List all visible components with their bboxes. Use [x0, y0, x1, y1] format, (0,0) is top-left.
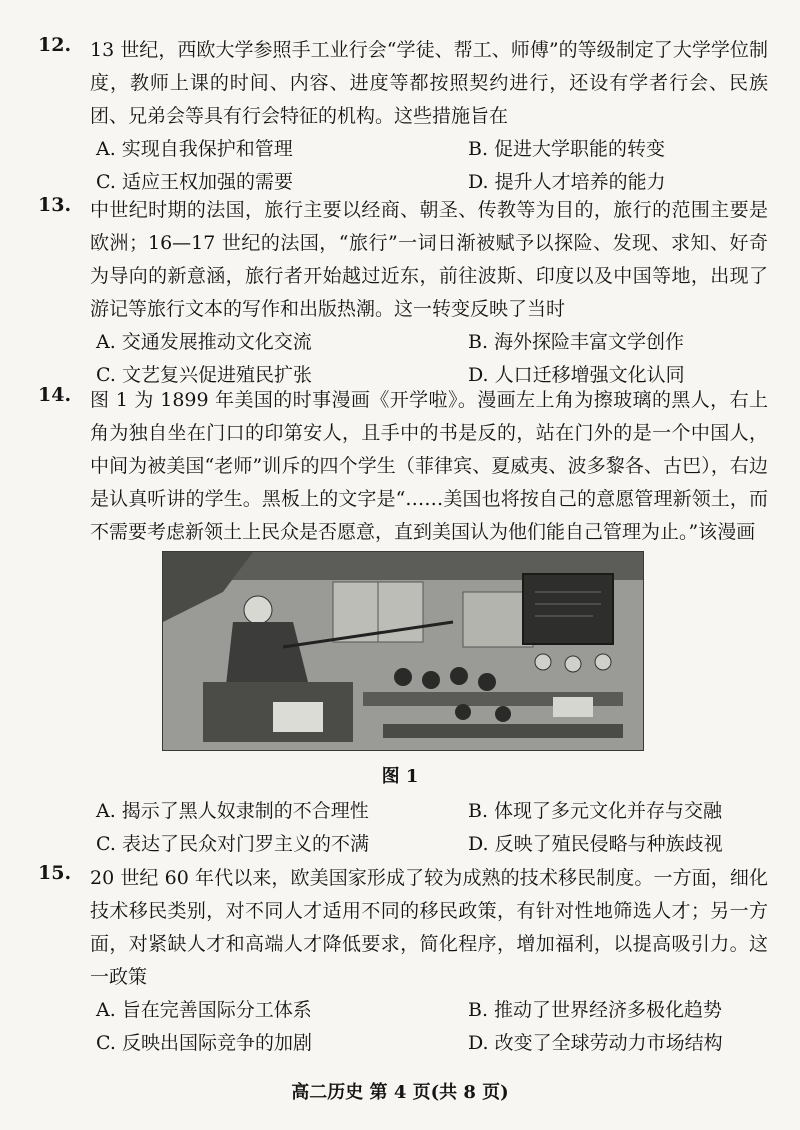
question-14-options [38, 795, 768, 861]
option-a: A. 实现自我保护和管理 [96, 138, 293, 160]
options [90, 795, 768, 861]
option-b: B. 促进大学职能的转变 [468, 138, 666, 160]
option-d: D. 人口迁移增强文化认同 [468, 364, 685, 386]
option-c: C. 文艺复兴促进殖民扩张 [96, 364, 312, 386]
question-12 [38, 34, 768, 199]
cartoon-illustration [163, 552, 643, 750]
question-14 [38, 384, 768, 549]
option-c: C. 表达了民众对门罗主义的不满 [96, 833, 369, 855]
question-stem: 图 1 为 1899 年美国的时事漫画《开学啦》。漫画左上角为擦玻璃的黑人，右上角为独自坐在门口的印第安人，且手中的书是反的，站在门外的是一个中国人，中间为被美国“老师”训斥的四个学生（菲律宾、夏威夷、波多黎各、古巴），右边是认真听讲的学生。黑板上的文字是“……美国也将按自己的意愿管理新领土，而不需要考虑新领土上民众是否愿意，直到美国认为他们能自己管理为止。”该漫画 [90, 389, 768, 543]
option-a: A. 揭示了黑人奴隶制的不合理性 [96, 800, 369, 822]
question-stem: 13 世纪，西欧大学参照手工业行会“学徒、帮工、师傅”的等级制定了大学学位制度，教师上课的时间、内容、进度等都按照契约进行，还设有学者行会、民族团、兄弟会等具有行会特征的机构。这些措施旨在 [90, 39, 768, 127]
page-footer: 高二历史 第 4 页(共 8 页) [291, 1082, 509, 1103]
option-d: D. 提升人才培养的能力 [468, 171, 666, 193]
question-number: 12. [38, 34, 72, 56]
option-b: B. 推动了世界经济多极化趋势 [468, 999, 723, 1021]
question-15 [38, 862, 768, 1060]
question-stem: 20 世纪 60 年代以来，欧美国家形成了较为成熟的技术移民制度。一方面，细化技术移民类别，对不同人才适用不同的移民政策，有针对性地筛选人才；另一方面，对紧缺人才和高端人才降低要求，简化程序，增加福利，以提高吸引力。这一政策 [90, 867, 768, 988]
option-b: B. 海外探险丰富文学创作 [468, 331, 685, 353]
option-b: B. 体现了多元文化并存与交融 [468, 800, 723, 822]
option-d: D. 改变了全球劳动力市场结构 [468, 1032, 723, 1054]
question-number: 13. [38, 194, 72, 216]
options [90, 133, 768, 199]
cartoon-figure [162, 551, 644, 751]
figure-caption: 图 1 [381, 766, 419, 787]
question-stem: 中世纪时期的法国，旅行主要以经商、朝圣、传教等为目的，旅行的范围主要是欧洲；16—17 世纪的法国，“旅行”一词日渐被赋予以探险、发现、求知、好奇为导向的新意涵，旅行者开始越过近东，前往波斯、印度以及中国等地，出现了游记等旅行文本的写作和出版热潮。这一转变反映了当时 [90, 199, 768, 320]
options [90, 326, 768, 392]
question-number: 14. [38, 384, 72, 406]
option-c: C. 反映出国际竞争的加剧 [96, 1032, 312, 1054]
option-d: D. 反映了殖民侵略与种族歧视 [468, 833, 723, 855]
question-13 [38, 194, 768, 392]
options [90, 994, 768, 1060]
option-a: A. 交通发展推动文化交流 [96, 331, 312, 353]
question-number: 15. [38, 862, 72, 884]
option-a: A. 旨在完善国际分工体系 [96, 999, 312, 1021]
option-c: C. 适应王权加强的需要 [96, 171, 293, 193]
